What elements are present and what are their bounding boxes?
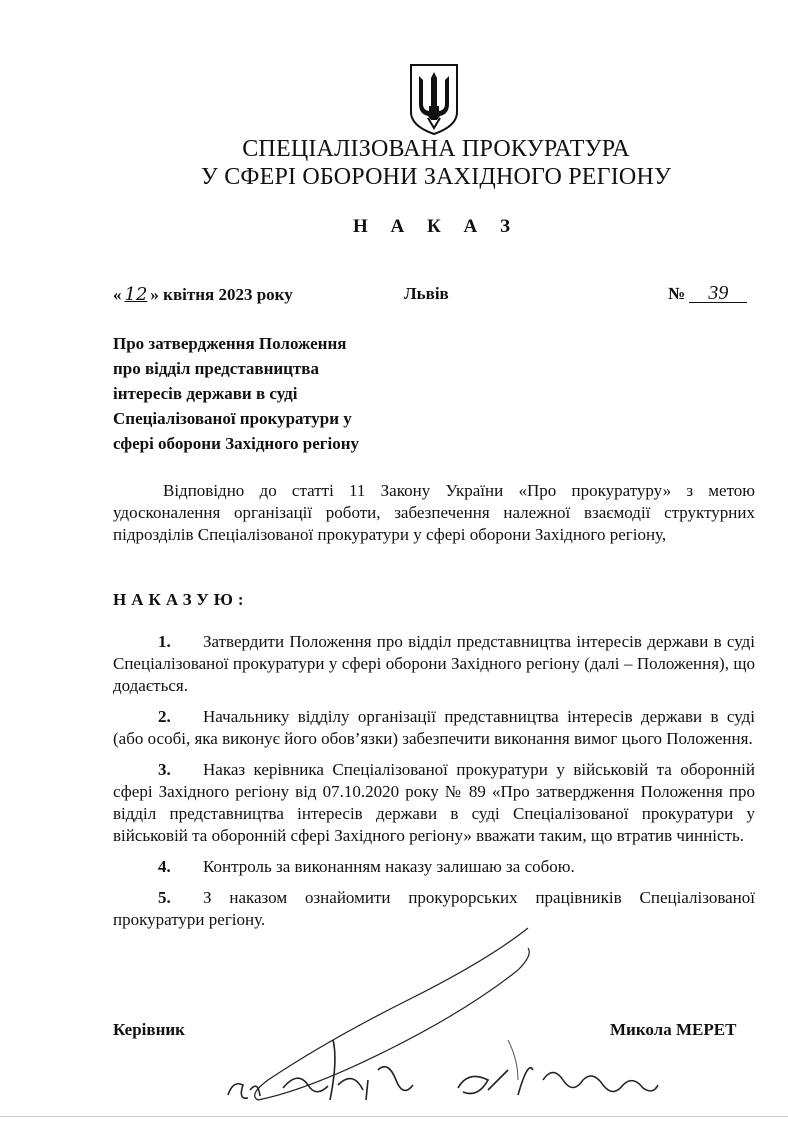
item-number: 4. — [158, 857, 171, 876]
signatory-name: Микола МЕРЕТ — [610, 1020, 737, 1039]
number-label: № — [668, 284, 686, 303]
item-text: Затвердити Положення про відділ представництва інтересів держави в суді Спеціалізованої прокуратури у сфері оборони Західного регіону (далі – Положення), що додається. — [113, 632, 755, 695]
order-items — [113, 631, 755, 940]
document-type-heading: Н А К А З — [352, 216, 520, 237]
subject-line: Спеціалізованої прокуратури у — [113, 409, 352, 428]
subject-line: про відділ представництва — [113, 359, 319, 378]
subject-line: Про затвердження Положення — [113, 334, 347, 353]
order-city: Львів — [404, 284, 449, 303]
date-day-handwritten: 12 — [124, 284, 148, 305]
page-edge-divider — [0, 1116, 788, 1117]
organization-name-line-1: СПЕЦІАЛІЗОВАНА ПРОКУРАТУРА — [242, 136, 630, 162]
order-number — [668, 284, 747, 304]
order-item — [113, 706, 755, 750]
number-value-handwritten: 39 — [689, 284, 747, 303]
item-number: 1. — [158, 632, 171, 651]
subject-line: сфері оборони Західного регіону — [113, 434, 360, 453]
item-number: 2. — [158, 707, 171, 726]
item-text: Наказ керівника Спеціалізованої прокуратури у військовій та оборонній сфері Західного регіону від 07.10.2020 року № 89 «Про затвердження Положення про відділ представництва інтересів держави в суді Спеціалізованої прокуратури у військовій та оборонній сфері Західного регіону» вважати таким, що втратив чинність. — [113, 760, 755, 845]
item-text: Контроль за виконанням наказу залишаю за собою. — [203, 857, 575, 876]
item-text: З наказом ознайомити прокурорських працівників Спеціалізованої прокуратури регіону. — [113, 888, 755, 929]
preamble-paragraph: Відповідно до статті 11 Закону України «Про прокуратуру» з метою удосконалення організації роботи, забезпечення належної взаємодії структурних підрозділів Спеціалізованої прокуратури у сфері оборони Західного регіону, — [113, 481, 755, 544]
organization-name-line-2: У СФЕРІ ОБОРОНИ ЗАХІДНОГО РЕГІОНУ — [200, 164, 672, 190]
coat-of-arms-icon — [408, 62, 460, 136]
date-open-quote: « — [113, 285, 122, 304]
subject-line: інтересів держави в суді — [113, 384, 298, 403]
item-number: 3. — [158, 760, 171, 779]
signatory-title: Керівник — [113, 1020, 185, 1039]
order-item — [113, 631, 755, 697]
item-text: Начальнику відділу організації представництва інтересів держави в суді (або особі, яка виконує його обов’язки) забезпечити виконання вимог цього Положення. — [113, 707, 755, 748]
item-number: 5. — [158, 888, 171, 907]
date-month-year: » квітня 2023 року — [150, 285, 293, 304]
order-word: НАКАЗУЮ: — [113, 590, 249, 609]
order-date — [113, 284, 293, 305]
order-item — [113, 856, 755, 878]
order-item — [113, 759, 755, 847]
order-subject — [113, 331, 413, 456]
